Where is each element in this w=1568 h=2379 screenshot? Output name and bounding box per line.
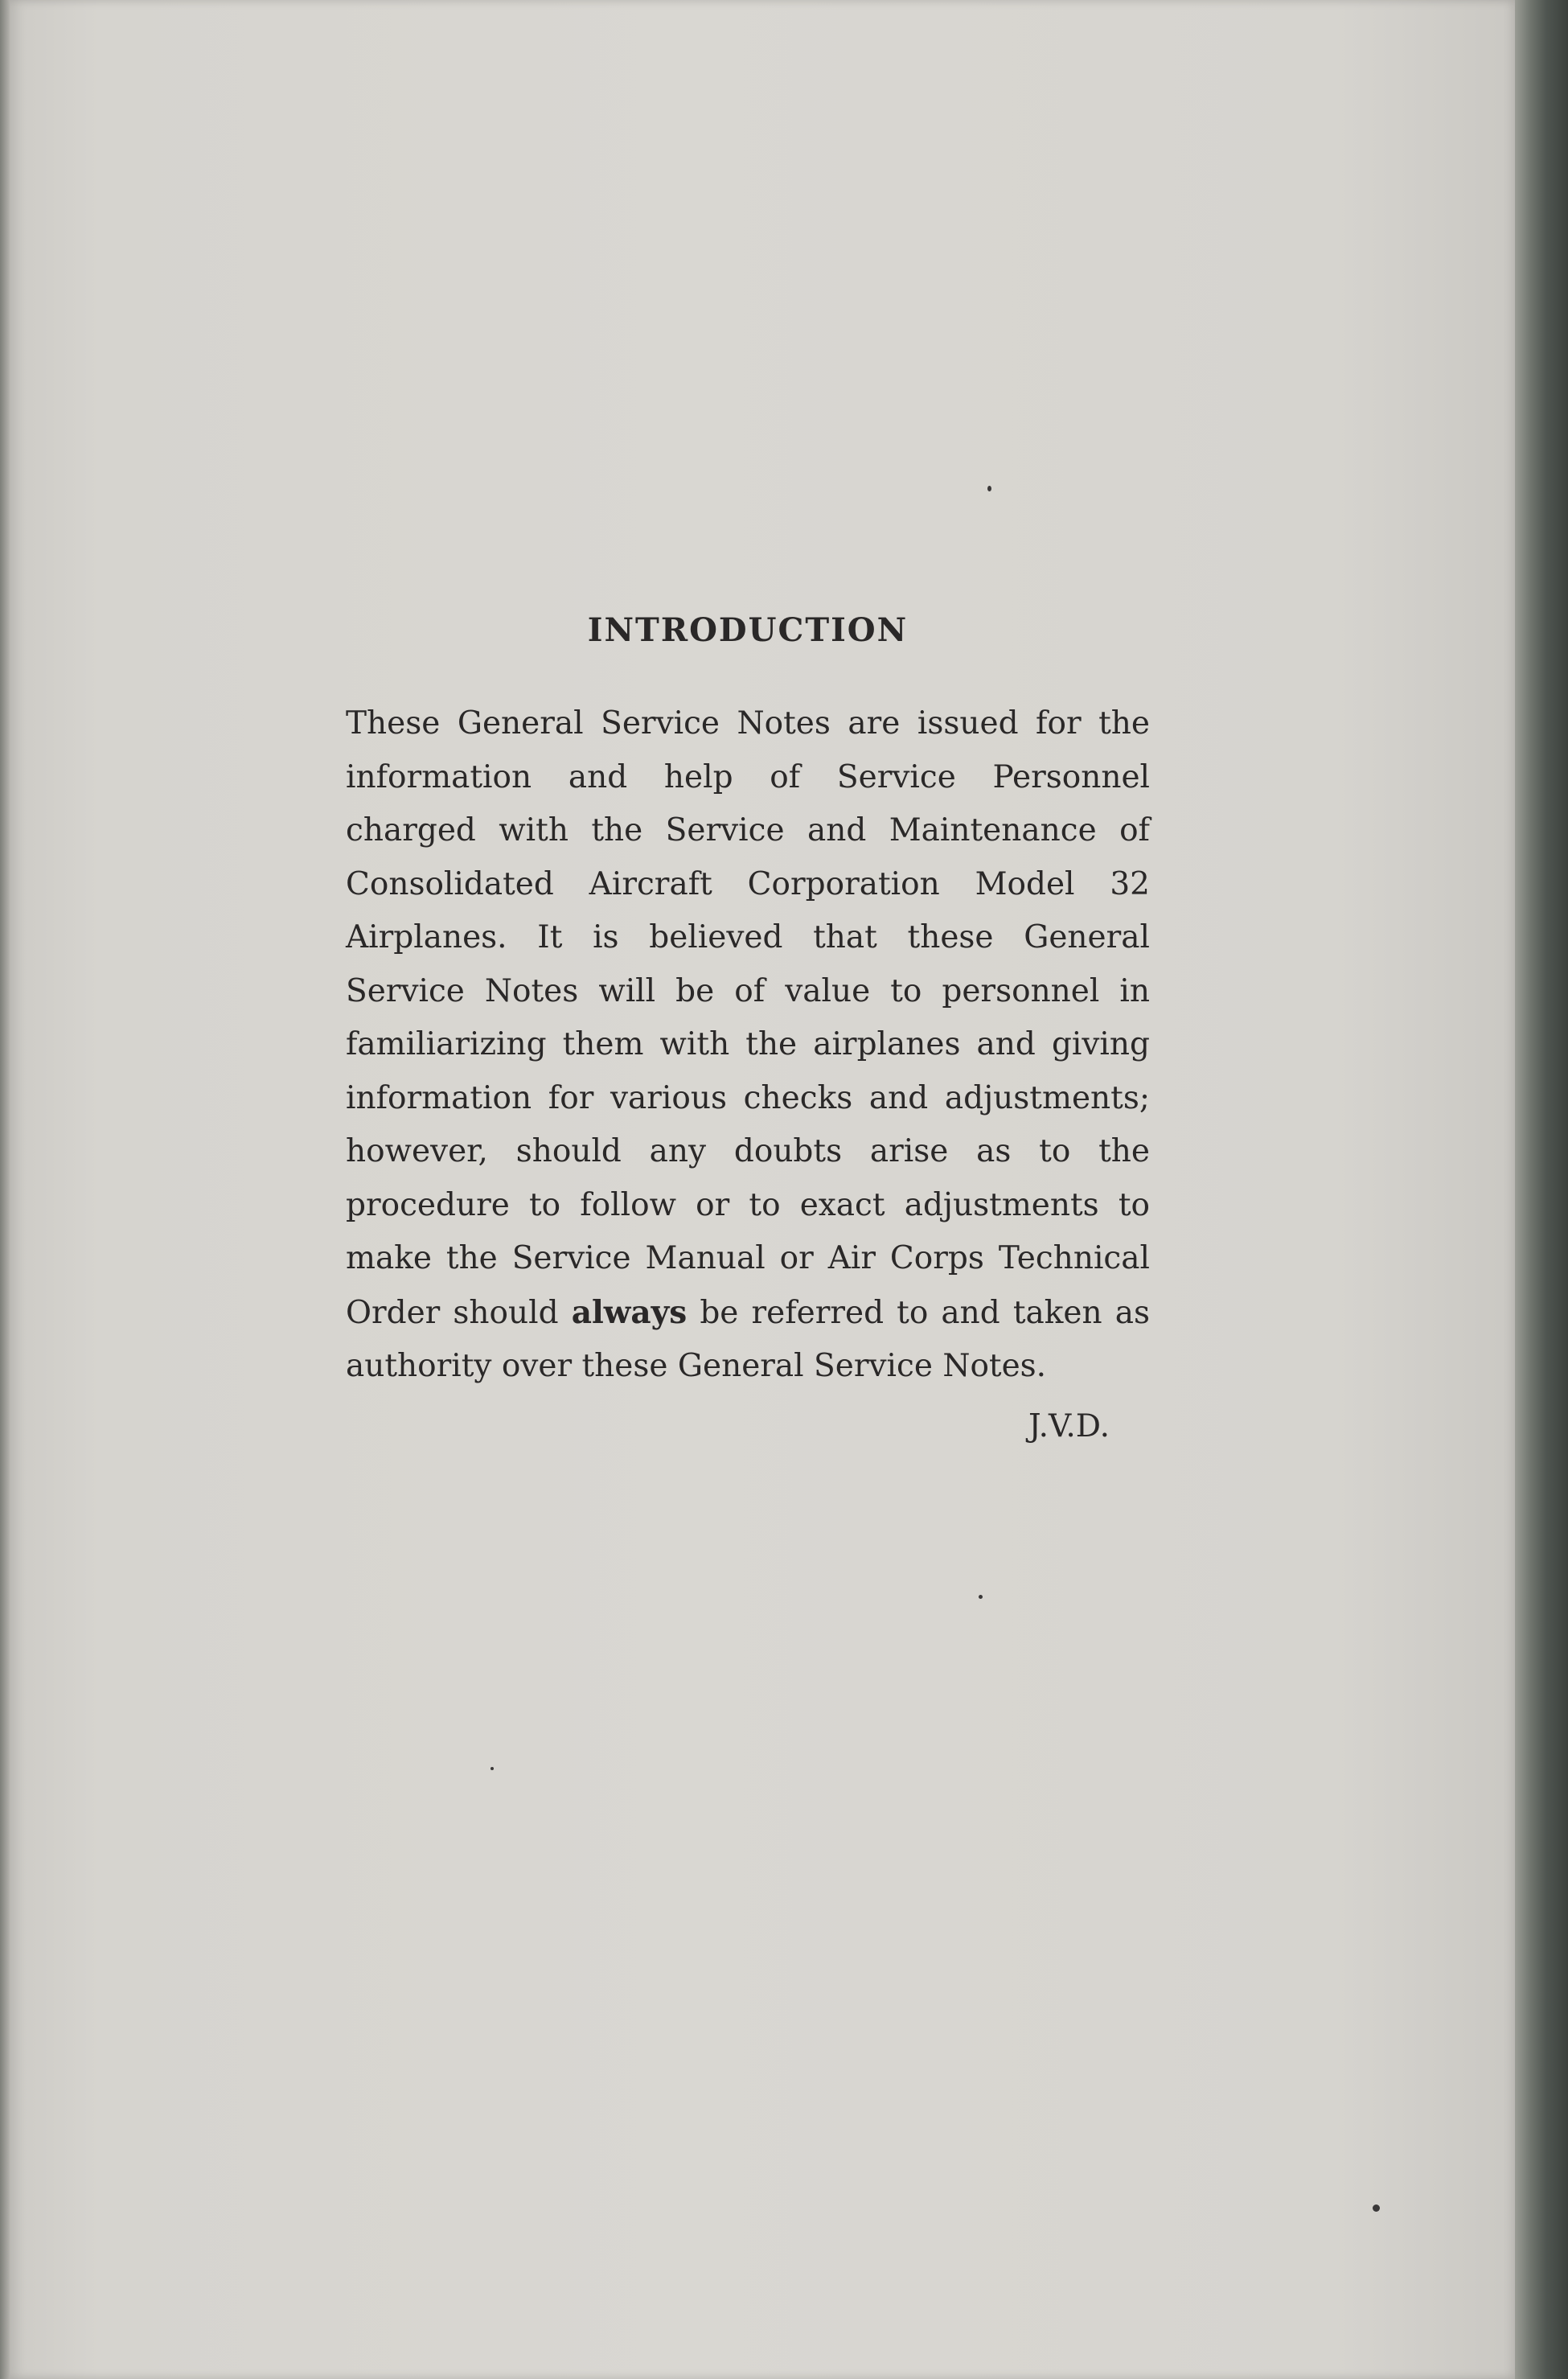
paragraph-emphasis: always (571, 1293, 688, 1331)
paper-speck (979, 1595, 983, 1599)
introduction-paragraph (346, 697, 1150, 1394)
paragraph-text-part-3: be referred to and taken as authority over these General Service Notes. (346, 1294, 1150, 1384)
page-left-edge (0, 0, 10, 2379)
page-title: INTRODUCTION (587, 611, 909, 649)
paper-speck (987, 486, 991, 491)
signature-initials: J.V.D. (1028, 1407, 1110, 1444)
paragraph-text-part-1: These General Service Notes are issued for the information and help of Service Personnel charged with the Service and Maintenance of Consolidated Aircraft Corporation Model 32 Airplanes. It is believed that these General Service Notes will be of value to personnel in familiarizing them with the airplanes and giving information for various checks and adjustments; however, should any doubts arise as to the procedure to follow or to exact adjustments to make the Service Manual or Air Corps Technical Order should (346, 705, 1150, 1331)
paper-speck (491, 1767, 494, 1770)
page-right-edge (1515, 0, 1568, 2379)
document-content (346, 611, 1150, 1444)
paper-speck (1373, 2204, 1380, 2212)
